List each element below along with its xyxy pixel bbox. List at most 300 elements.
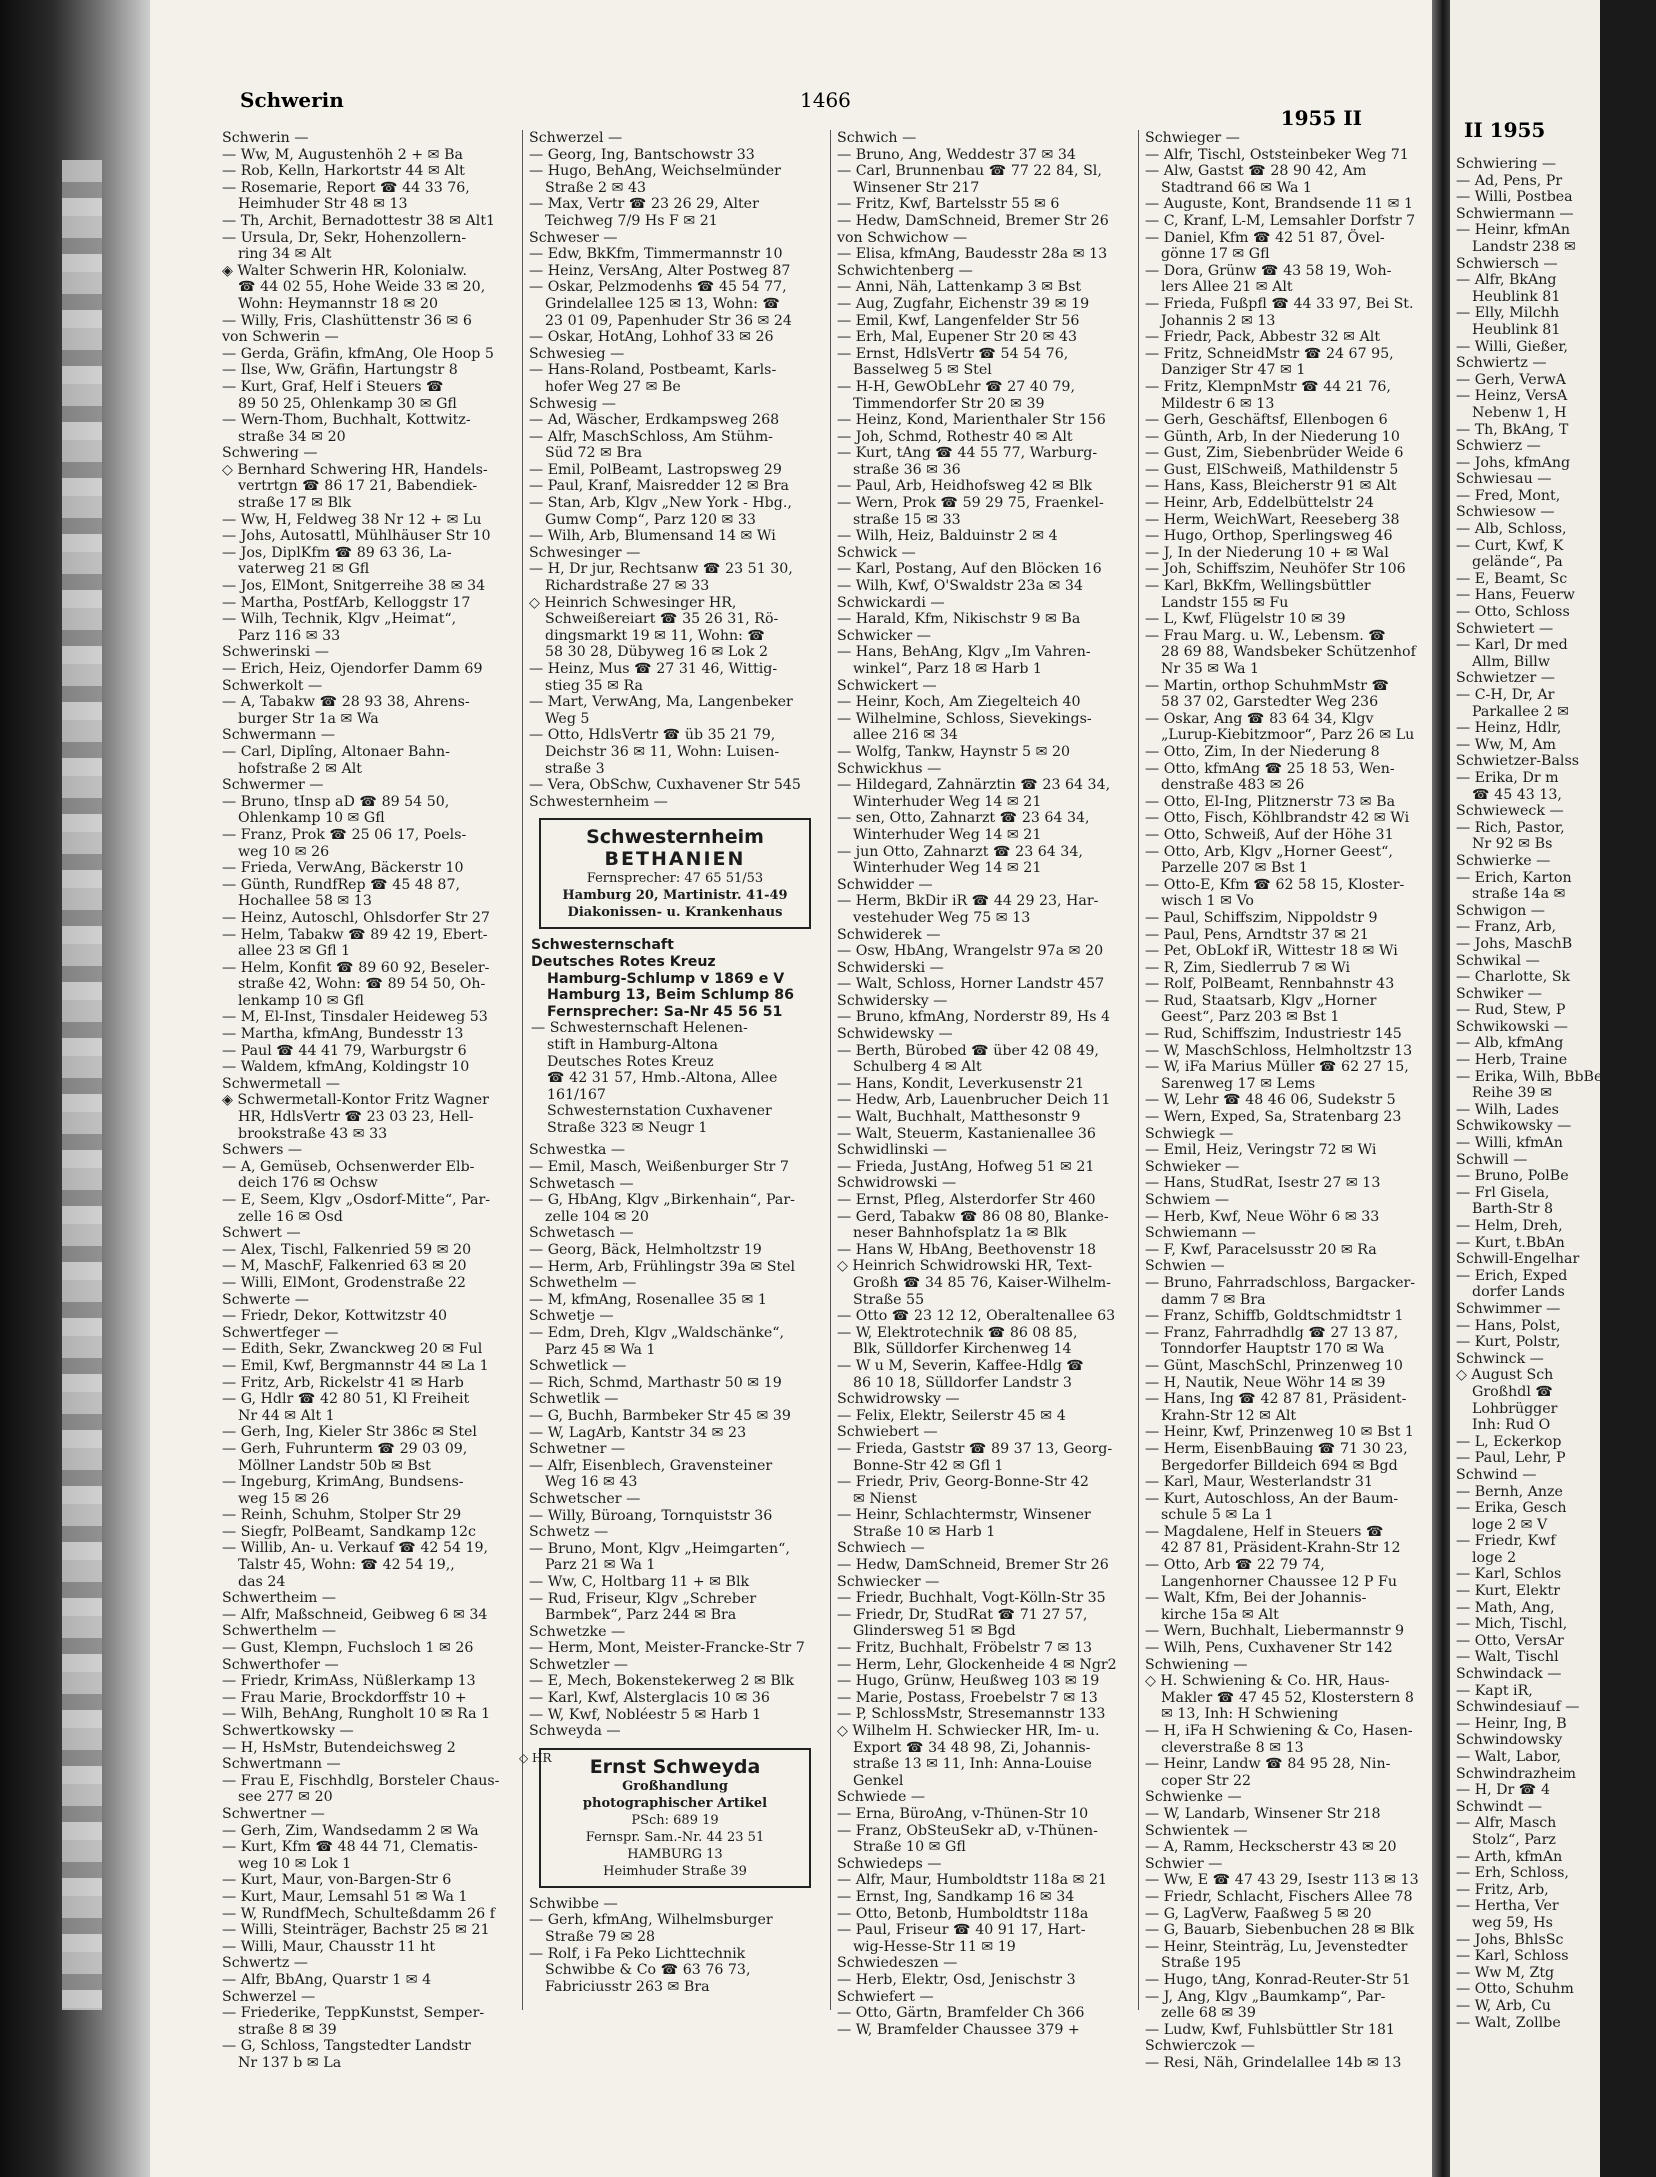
list-item: weg 15 ✉ 26	[238, 1490, 330, 1507]
list-item: Schwikowski —	[1456, 1018, 1568, 1035]
list-item: — W, Arb, Cu	[1456, 1997, 1551, 2014]
column-2	[519, 130, 821, 2010]
list-item: — Martha, kfmAng, Bundesstr 13	[222, 1026, 464, 1043]
column-1	[222, 130, 514, 2071]
list-item: — Otto, Gärtn, Bramfelder Ch 366	[837, 2005, 1085, 2022]
ad-schweyda-line2: photographischer Artikel	[582, 1795, 768, 1811]
list-item: — Wolfg, Tankw, Haynstr 5 ✉ 20	[837, 743, 1071, 760]
list-item: Schwienke —	[1145, 1789, 1242, 1806]
list-item: — Kapt iR,	[1456, 1682, 1533, 1699]
list-item: — Schwesternschaft Helenen-	[531, 1020, 748, 1037]
list-item: gelände“, Pa	[1472, 554, 1563, 571]
list-item: — Hedw, DamSchneid, Bremer Str 26	[837, 212, 1109, 229]
list-item: — Heinz, VersAng, Alter Postweg 87	[529, 262, 791, 279]
list-item: ◇ Heinrich Schwidrowski HR, Text-	[837, 1258, 1093, 1275]
list-item: Großh ☎ 34 85 76, Kaiser-Wilhelm-	[853, 1274, 1111, 1291]
list-item: Danziger Str 47 ✉ 1	[1161, 362, 1306, 379]
list-item: Wohn: Heymannstr 18 ✉ 20	[238, 295, 438, 312]
list-item: — Otto, Zim, In der Niederung 8	[1145, 743, 1380, 760]
list-item: — Fritz, Arb,	[1456, 1881, 1549, 1898]
list-item: — Math, Ang,	[1456, 1599, 1555, 1616]
list-item: — Rolf, PolBeamt, Rennbahnstr 43	[1145, 976, 1395, 993]
list-item: — Friederike, TeppKunstst, Semper-	[222, 2005, 485, 2022]
list-item: 23 01 09, Papenhuder Str 36 ✉ 24	[545, 312, 792, 329]
list-item: — Daniel, Kfm ☎ 42 51 87, Övel-	[1145, 229, 1385, 246]
ad-schweyda-title: Ernst Schweyda	[589, 1755, 761, 1778]
list-item: 161/167	[547, 1086, 606, 1103]
list-item: 28 69 88, Wandsbeker Schützenhof	[1161, 644, 1416, 661]
list-item: — jun Otto, Zahnarzt ☎ 23 64 34,	[837, 843, 1083, 860]
list-item: Blk, Sülldorfer Kirchenweg 14	[853, 1341, 1072, 1358]
list-item: Nr 92 ✉ Bs	[1472, 836, 1553, 853]
list-item: Straße 195	[1161, 1955, 1242, 1972]
list-item: — Frieda, Gaststr ☎ 89 37 13, Georg-	[837, 1440, 1113, 1457]
list-item: — Walt, Buchhalt, Matthesonstr 9	[837, 1109, 1081, 1126]
list-item: Timmendorfer Str 20 ✉ 39	[853, 395, 1045, 412]
list-item: — Wern, Exped, Sa, Stratenbarg 23	[1145, 1109, 1402, 1126]
list-item: — Rud, Staatsarb, Klgv „Horner	[1145, 992, 1377, 1009]
list-item: — Edith, Sekr, Zwanckweg 20 ✉ Ful	[222, 1341, 483, 1358]
list-item: — Fritz, SchneidMstr ☎ 24 67 95,	[1145, 345, 1394, 362]
list-item: Genkel	[853, 1772, 904, 1789]
list-item: wig-Hesse-Str 11 ✉ 19	[853, 1938, 1016, 1955]
list-item: Schwierz —	[1456, 438, 1541, 455]
list-item: hofstraße 2 ✉ Alt	[238, 760, 362, 777]
list-item: — Osw, HbAng, Wrangelstr 97a ✉ 20	[837, 943, 1104, 960]
list-item: — Kurt, Maur, von-Bargen-Str 6	[222, 1872, 452, 1889]
list-item: — Paul, Pens, Arndtstr 37 ✉ 21	[1145, 926, 1369, 943]
list-item: — Heinz, Kond, Marienthaler Str 156	[837, 412, 1106, 429]
ad-schweyda-line5: HAMBURG 13	[627, 1846, 723, 1862]
list-item: — Helm, Konfit ☎ 89 60 92, Beseler-	[222, 959, 490, 976]
list-item: Talstr 45, Wohn: ☎ 42 54 19,,	[238, 1557, 455, 1574]
list-item: — Ursula, Dr, Sekr, Hohenzollern-	[222, 229, 467, 246]
list-item: Schwiker —	[1456, 985, 1542, 1002]
list-item: gönne 17 ✉ Gfl	[1161, 246, 1270, 263]
list-item: ◇ H. Schwiening & Co. HR, Haus-	[1145, 1673, 1390, 1690]
list-item: Landstr 238 ✉	[1472, 238, 1576, 255]
list-item: straße 13 ✉ 11, Inh: Anna-Louise	[853, 1756, 1092, 1773]
list-item: — Jos, ElMont, Snitgerreihe 38 ✉ 34	[222, 578, 486, 595]
list-item: — Willi, Steinträger, Bachstr 25 ✉ 21	[222, 1922, 490, 1939]
list-item: — Ww, M, Am	[1456, 736, 1557, 753]
list-item: — Johs, BhlsSc	[1456, 1931, 1564, 1948]
list-item: — Wern, Buchhalt, Liebermannstr 9	[1145, 1623, 1405, 1640]
list-item: — Erna, BüroAng, v-Thünen-Str 10	[837, 1805, 1089, 1822]
list-item: — Anni, Näh, Lattenkamp 3 ✉ Bst	[837, 279, 1082, 296]
list-item: — Wilh, Lades	[1456, 1101, 1559, 1118]
list-item: — Herm, Arb, Frühlingstr 39a ✉ Stel	[529, 1258, 796, 1275]
list-item: Schwerzel —	[222, 1988, 316, 2005]
list-item: — Gerh, VerwA	[1456, 371, 1566, 388]
list-item: — Elly, Milchh	[1456, 305, 1560, 322]
list-item: — Willi, Gießer,	[1456, 338, 1569, 355]
list-item: — Walt, Kfm, Bei der Johannis-	[1145, 1590, 1367, 1607]
list-item: — Waldem, kfmAng, Koldingstr 10	[222, 1059, 470, 1076]
list-item: lers Allee 21 ✉ Alt	[1161, 279, 1293, 296]
list-item: — Friedr, KrimAss, Nüßlerkamp 13	[222, 1673, 476, 1690]
list-item: ◈ Walter Schwerin HR, Kolonialw.	[222, 262, 468, 279]
list-item: — Günth, Arb, In der Niederung 10	[1145, 428, 1400, 445]
list-item: — Ad, Pens, Pr	[1456, 172, 1563, 189]
list-item: — Heinz, Autoschl, Ohlsdorfer Str 27	[222, 909, 490, 926]
list-item: — Gerda, Gräfin, kfmAng, Ole Hoop 5	[222, 345, 494, 362]
list-item: Schwiem —	[1145, 1192, 1230, 1208]
list-item: — Otto, VersAr	[1456, 1632, 1564, 1649]
list-item: Heublink 81	[1472, 321, 1561, 338]
list-item: — Emil, Kwf, Bergmannstr 44 ✉ La 1	[222, 1357, 489, 1374]
list-item: straße 15 ✉ 33	[853, 511, 961, 528]
list-item: — Bernh, Anze	[1456, 1483, 1563, 1500]
list-item: — Karl, Maur, Westerlandstr 31	[1145, 1474, 1373, 1491]
list-item: ☎ 42 31 57, Hmb.-Altona, Allee	[547, 1070, 778, 1087]
list-item: — Auguste, Kont, Brandsende 11 ✉ 1	[1145, 196, 1413, 213]
list-item: — Hans W, HbAng, Beethovenstr 18	[837, 1241, 1096, 1258]
list-item: — A, Ramm, Heckscherstr 43 ✉ 20	[1145, 1839, 1397, 1856]
ad-schweyda-tag: ◇ HR	[519, 1750, 552, 1765]
book-binding-edge	[0, 0, 150, 2177]
list-item: — Alb, Schloss,	[1456, 521, 1567, 538]
list-item: Krahn-Str 12 ✉ Alt	[1161, 1407, 1297, 1424]
list-item: 86 10 18, Sülldorfer Landstr 3	[853, 1374, 1072, 1391]
column-4-entries	[1145, 130, 1437, 2071]
list-item: ◇ Wilhelm H. Schwiecker HR, Im- u.	[837, 1723, 1100, 1739]
list-item: — W u M, Severin, Kaffee-Hdlg ☎	[837, 1357, 1084, 1374]
list-item: — Karl, Schloss	[1456, 1948, 1569, 1965]
list-item: Geest“, Parz 203 ✉ Bst 1	[1161, 1009, 1340, 1026]
list-item: — Bruno, Mont, Klgv „Heimgarten“,	[529, 1540, 790, 1557]
list-item: Schwickhus —	[837, 760, 942, 777]
list-item: — Walt, Zollbe	[1456, 2014, 1561, 2031]
list-item: Schwerinski —	[222, 644, 329, 661]
list-item: — Karl, BkKfm, Wellingsbüttler	[1145, 578, 1371, 595]
list-item: Schwiersch —	[1456, 255, 1558, 272]
list-item: Großhdl ☎	[1472, 1383, 1554, 1400]
list-item: Lohbrügger	[1472, 1400, 1558, 1417]
list-item: — Herm, EisenbBauing ☎ 71 30 23,	[1145, 1440, 1408, 1457]
list-item: Winterhuder Weg 14 ✉ 21	[853, 826, 1042, 843]
list-item: Schwerthelm —	[222, 1623, 337, 1640]
column-4	[1138, 130, 1437, 2071]
list-item: — Herb, Traine	[1456, 1052, 1568, 1069]
list-item: — Willib, An- u. Verkauf ☎ 42 54 19,	[222, 1540, 489, 1557]
book-spine	[62, 160, 102, 2010]
list-item: — Karl, Kwf, Alsterglacis 10 ✉ 36	[529, 1690, 770, 1707]
list-item: Grindelallee 125 ✉ 13, Wohn: ☎	[545, 295, 781, 312]
list-item: Parz 45 ✉ Wa 1	[545, 1341, 656, 1358]
list-item: Schwerthofer —	[222, 1656, 339, 1673]
list-item: — Günt, MaschSchl, Prinzenweg 10	[1145, 1357, 1403, 1374]
list-item: — Otto, Schuhm	[1456, 1981, 1574, 1998]
list-item: — P, SchlossMstr, Stresemannstr 133	[837, 1706, 1106, 1723]
list-item: — Otto, Schweiß, Auf der Höhe 31	[1145, 826, 1394, 843]
list-item: — Walt, Schloss, Horner Landstr 457	[837, 976, 1105, 993]
list-item: — Rud, Friseur, Klgv „Schreber	[529, 1590, 757, 1607]
list-item: — Ww M, Ztg	[1456, 1964, 1555, 1981]
list-item: Stadtrand 66 ✉ Wa 1	[1161, 179, 1312, 196]
list-item: Schwidewsky —	[837, 1026, 953, 1043]
list-item: — Wilh, Heiz, Balduinstr 2 ✉ 4	[837, 528, 1058, 545]
list-item: — Marie, Postass, Froebelstr 7 ✉ 13	[837, 1689, 1098, 1706]
list-item: — Frieda, JustAng, Hofweg 51 ✉ 21	[837, 1158, 1095, 1175]
list-item: — Wern, Prok ☎ 59 29 75, Fraenkel-	[837, 495, 1104, 512]
list-item: Schwetscher —	[529, 1490, 641, 1507]
list-item: Schwesternschaft	[531, 937, 674, 954]
list-item: Parkallee 2 ✉	[1472, 703, 1570, 720]
list-item: — Mich, Tischl,	[1456, 1616, 1568, 1633]
list-item: — Frau Marie, Brockdorffstr 10 +	[222, 1689, 467, 1706]
list-item: — Pet, ObLokf iR, Wittestr 18 ✉ Wi	[1145, 943, 1398, 960]
list-item: Schwickert —	[837, 677, 937, 694]
list-item: Schwieger —	[1145, 130, 1240, 146]
list-item: — Heinr, Landw ☎ 84 95 28, Nin-	[1145, 1756, 1391, 1773]
list-item: — Erich, Karton	[1456, 869, 1572, 886]
list-item: Schwiedeps —	[837, 1855, 942, 1872]
column-3-entries	[837, 130, 1129, 2038]
list-item: Schwetner —	[529, 1441, 626, 1458]
list-item: allee 216 ✉ 34	[853, 727, 958, 744]
list-item: — Heinr, Koch, Am Ziegelteich 40	[837, 694, 1081, 711]
list-item: weg 10 ✉ Lok 1	[238, 1855, 352, 1872]
page-header	[240, 88, 1362, 128]
list-item: Schwesieg —	[529, 345, 625, 362]
list-item: Export ☎ 34 48 98, Zi, Johannis-	[853, 1739, 1091, 1756]
list-item: — Frau Marg. u. W., Lebensm. ☎	[1145, 627, 1386, 644]
list-item: ◈ Schwermetall-Kontor Fritz Wagner	[222, 1092, 489, 1109]
list-item: Schwieker —	[1145, 1158, 1240, 1175]
list-item: — Gust, Zim, Siebenbrüder Weide 6	[1145, 445, 1404, 462]
list-item: — Georg, Bäck, Helmholtzstr 19	[529, 1242, 762, 1259]
list-item: — W, iFa Marius Müller ☎ 62 27 15,	[1145, 1059, 1409, 1076]
list-item: Schwerzel —	[529, 130, 623, 146]
list-item: — Friedr, Priv, Georg-Bonne-Str 42	[837, 1474, 1089, 1491]
list-item: Schwidrowsky —	[837, 1391, 960, 1408]
list-item: — Gerh, Zim, Wandsedamm 2 ✉ Wa	[222, 1822, 479, 1839]
list-item: — Ludw, Kwf, Fuhlsbüttler Str 181	[1145, 2021, 1395, 2038]
list-item: — Fritz, Arb, Rickelstr 41 ✉ Harb	[222, 1374, 464, 1391]
list-item: Schwinck —	[1456, 1350, 1544, 1367]
list-item: — Heinr, Steinträg, Lu, Jevenstedter	[1145, 1938, 1408, 1955]
list-item: — Kurt, tAng ☎ 44 55 77, Warburg-	[837, 445, 1098, 462]
list-item: — G, Buchh, Barmbeker Str 45 ✉ 39	[529, 1407, 791, 1424]
next-page-column	[1456, 156, 1656, 2031]
list-item: Schwibbe —	[529, 1895, 618, 1912]
list-item: Schwetlick —	[529, 1358, 627, 1375]
list-item: — Carl, Diplîng, Altonaer Bahn-	[222, 743, 450, 760]
list-item: Schwetasch —	[529, 1175, 634, 1192]
list-item: — Franz, ObSteuSekr aD, v-Thünen-	[837, 1822, 1098, 1839]
list-item: — M, El-Inst, Tinsdaler Heideweg 53	[222, 1009, 488, 1026]
list-item: — Heinz, Hdlr,	[1456, 720, 1562, 737]
list-item: — Curt, Kwf, K	[1456, 537, 1564, 554]
list-item: — Franz, Arb,	[1456, 919, 1557, 936]
list-item: — F, Kwf, Paracelsusstr 20 ✉ Ra	[1145, 1241, 1377, 1258]
list-item: — Bruno, Fahrradschloss, Bargacker-	[1145, 1274, 1416, 1291]
list-item: Schwerkolt —	[222, 677, 323, 694]
list-item: Straße 79 ✉ 28	[545, 1929, 656, 1946]
list-item: — Ernst, HdlsVertr ☎ 54 54 76,	[837, 345, 1069, 362]
list-item: — Erika, Wilh, BbBea	[1456, 1068, 1611, 1085]
list-item: — Rud, Schiffszim, Industriestr 145	[1145, 1026, 1402, 1043]
list-item: — L, Eckerkop	[1456, 1433, 1562, 1450]
list-item: cleverstraße 8 ✉ 13	[1161, 1739, 1304, 1756]
list-item: — Felix, Elektr, Seilerstr 45 ✉ 4	[837, 1407, 1066, 1424]
list-item: — Willy, Büroang, Tornquiststr 36	[529, 1507, 773, 1524]
list-item: weg 59, Hs	[1472, 1914, 1553, 1931]
list-item: — H-H, GewObLehr ☎ 27 40 79,	[837, 378, 1075, 395]
list-item: stift in Hamburg-Altona	[547, 1036, 718, 1053]
list-item: Schwermann —	[222, 727, 336, 744]
column-2-entries-b	[529, 1142, 821, 1739]
next-page-edge	[1450, 0, 1611, 2177]
list-item: Schwidlinski —	[837, 1142, 947, 1159]
list-item: Parz 21 ✉ Wa 1	[545, 1557, 656, 1574]
list-item: — Otto ☎ 23 12 12, Oberaltenallee 63	[837, 1308, 1116, 1325]
list-item: — Alfr, Tischl, Oststeinbeker Weg 71	[1145, 146, 1409, 163]
list-item: zelle 68 ✉ 39	[1161, 2005, 1256, 2022]
list-item: — Alfr, BbAng, Quarstr 1 ✉ 4	[222, 1971, 432, 1988]
list-item: — Martha, PostfArb, Kelloggstr 17	[222, 594, 471, 611]
list-item: — Friedr, Pack, Abbestr 32 ✉ Alt	[1145, 329, 1381, 346]
list-item: — Fritz, Buchhalt, Fröbelstr 7 ✉ 13	[837, 1640, 1093, 1657]
directory-page	[150, 0, 1432, 2177]
list-item: hofer Weg 27 ✉ Be	[545, 378, 681, 395]
list-item: — Wilh, Pens, Cuxhavener Str 142	[1145, 1640, 1393, 1657]
list-item: Schwiedeszen —	[837, 1955, 958, 1972]
list-item: — Hedw, Arb, Lauenbrucher Deich 11	[837, 1092, 1111, 1109]
list-item: — Gust, ElSchweiß, Mathildenstr 5	[1145, 461, 1399, 478]
list-item: — Ww, E ☎ 47 43 29, Isestr 113 ✉ 13	[1145, 1872, 1419, 1889]
list-item: — W, Landarb, Winsener Str 218	[1145, 1805, 1381, 1822]
list-item: — Rud, Stew, P	[1456, 1002, 1566, 1019]
list-item: — Wilh, Kwf, O'Swaldstr 23a ✉ 34	[837, 578, 1083, 595]
list-item: Möllner Landstr 50b ✉ Bst	[238, 1457, 431, 1474]
list-item: Schwiede —	[837, 1789, 926, 1806]
list-item: — M, kfmAng, Rosenallee 35 ✉ 1	[529, 1291, 767, 1308]
list-item: — Herb, Elektr, Osd, Jenischstr 3	[837, 1971, 1076, 1988]
list-item: Winsener Str 217	[853, 179, 980, 196]
list-item: Schwestka —	[529, 1142, 626, 1159]
list-item: kirche 15a ✉ Alt	[1161, 1606, 1279, 1623]
list-item: Schwindesiauf —	[1456, 1699, 1580, 1716]
list-item: — Emil, PolBeamt, Lastropsweg 29	[529, 461, 782, 478]
list-item: — Hans-Roland, Postbeamt, Karls-	[529, 362, 777, 379]
list-item: — W, RundfMech, Schulteßdamm 26 f	[222, 1905, 495, 1922]
list-item: Winterhuder Weg 14 ✉ 21	[853, 860, 1042, 877]
list-item: — Hugo, BehAng, Weichselmünder	[529, 163, 781, 180]
list-item: — Ilse, Ww, Gräfin, Hartungstr 8	[222, 362, 458, 379]
list-item: Teichweg 7/9 Hs F ✉ 21	[545, 212, 718, 229]
list-item: — Ad, Wäscher, Erdkampsweg 268	[529, 412, 780, 429]
list-item: — Hildegard, Zahnärztin ☎ 23 64 34,	[837, 777, 1111, 794]
list-item: Schwill-Engelhar	[1456, 1251, 1580, 1268]
list-item: Schwiebert —	[837, 1424, 938, 1441]
next-page-header: II 1955	[1464, 118, 1546, 142]
list-item: — Kurt, t.BbAn	[1456, 1234, 1565, 1251]
list-item: Schwidersky —	[837, 992, 948, 1009]
list-item: Schwindack —	[1456, 1666, 1562, 1683]
list-item: — Kurt, Elektr	[1456, 1583, 1560, 1600]
list-item: — Emil, Masch, Weißenburger Str 7	[529, 1159, 789, 1176]
list-item: — Rob, Kelln, Harkortstr 44 ✉ Alt	[222, 163, 465, 180]
list-item: — Frieda, Fußpfl ☎ 44 33 97, Bei St.	[1145, 295, 1414, 312]
list-item: — Alfr, Eisenblech, Gravensteiner	[529, 1457, 773, 1474]
list-item: straße 17 ✉ Blk	[238, 495, 352, 512]
list-item: — Charlotte, Sk	[1456, 969, 1571, 986]
list-item: — Herm, Mont, Meister-Francke-Str 7	[529, 1640, 805, 1657]
list-item: vertrtgn ☎ 86 17 21, Babendiek-	[238, 478, 478, 495]
list-item: Allm, Billw	[1472, 653, 1550, 670]
list-item: — E, Beamt, Sc	[1456, 570, 1568, 587]
list-item: — Otto, Arb ☎ 22 79 74,	[1145, 1557, 1325, 1574]
list-item: — Erika, Dr m	[1456, 769, 1559, 786]
list-item: — Frl Gisela,	[1456, 1184, 1550, 1201]
list-item: — Johs, Autosattl, Mühlhäuser Str 10	[222, 528, 491, 545]
list-item: Schwiecker —	[837, 1573, 940, 1590]
list-item: — C-H, Dr, Ar	[1456, 687, 1555, 703]
list-item: — Willi, kfmAn	[1456, 1135, 1563, 1152]
list-item: see 277 ✉ 20	[238, 1789, 333, 1806]
list-item: Schwiegk —	[1145, 1125, 1234, 1142]
list-item: — Berth, Bürobed ☎ über 42 08 49,	[837, 1042, 1099, 1059]
ad-bethanien-title: Schwesternheim	[586, 826, 764, 849]
list-item: Bonne-Str 42 ✉ Gfl 1	[853, 1457, 1004, 1474]
list-item: — Rich, Pastor,	[1456, 819, 1565, 836]
list-item: — Hans, Feuerw	[1456, 587, 1575, 604]
list-item: — Paul, Arb, Heidhofsweg 42 ✉ Blk	[837, 478, 1093, 495]
list-item: — Hans, Polst,	[1456, 1317, 1561, 1334]
list-item: — G, LagVerw, Faaßweg 5 ✉ 20	[1145, 1905, 1372, 1922]
list-item: Deutsches Rotes Kreuz	[531, 953, 716, 970]
list-item: — Hans, StudRat, Isestr 27 ✉ 13	[1145, 1175, 1381, 1192]
list-item: — Th, Archit, Bernadottestr 38 ✉ Alt1	[222, 212, 496, 229]
ad-bethanien-note: Diakonissen- u. Krankenhaus	[567, 905, 783, 921]
list-item: Ohlenkamp 10 ✉ Gfl	[238, 810, 385, 827]
list-item: — Gerh, kfmAng, Wilhelmsburger	[529, 1912, 773, 1929]
list-item: — Gerh, Fuhrunterm ☎ 29 03 09,	[222, 1440, 468, 1457]
list-item: — Carl, Brunnenbau ☎ 77 22 84, Sl,	[837, 163, 1102, 180]
list-item: — Alb, kfmAng	[1456, 1035, 1564, 1052]
list-item: — Oskar, Ang ☎ 83 64 34, Klgv	[1145, 710, 1374, 727]
list-item: Schwichtenberg —	[837, 262, 973, 279]
list-item: — Alfr, MaschSchloss, Am Stühm-	[529, 428, 773, 445]
list-item: Schweyda —	[529, 1723, 621, 1740]
list-item: Reihe 39 ✉	[1472, 1085, 1553, 1102]
list-item: — A, Gemüseb, Ochsenwerder Elb-	[222, 1158, 475, 1175]
list-item: — Frieda, VerwAng, Bäckerstr 10	[222, 860, 464, 877]
list-item: Stolz“, Parz	[1472, 1831, 1556, 1848]
list-item: — Franz, Prok ☎ 25 06 17, Poels-	[222, 826, 467, 843]
list-item: — Fritz, KlempnMstr ☎ 44 21 76,	[1145, 378, 1391, 395]
list-item: — Alex, Tischl, Falkenried 59 ✉ 20	[222, 1241, 472, 1258]
list-item: — Edm, Dreh, Klgv „Waldschänke“,	[529, 1325, 785, 1341]
list-item: 42 87 81, Präsident-Krahn-Str 12	[1161, 1540, 1401, 1557]
list-item: Tonndorfer Hauptstr 170 ✉ Wa	[1161, 1341, 1385, 1358]
ad-bethanien	[539, 818, 811, 929]
list-item: — Alfr, BkAng	[1456, 272, 1557, 289]
list-item: Schwikowsky —	[1456, 1118, 1572, 1135]
column-2-entries-c	[529, 1896, 821, 1996]
list-item: — Erika, Gesch	[1456, 1500, 1567, 1517]
list-item: Schwietert —	[1456, 620, 1554, 637]
list-item: Schwiemann —	[1145, 1225, 1256, 1242]
list-item: — Alw, Gastst ☎ 28 90 42, Am	[1145, 163, 1367, 180]
list-item: — Alfr, Maur, Humboldtstr 118a ✉ 21	[837, 1872, 1108, 1889]
list-item: — Max, Vertr ☎ 23 26 29, Alter	[529, 196, 759, 213]
list-item: — Herb, Kwf, Neue Wöhr 6 ✉ 33	[1145, 1208, 1380, 1225]
list-item: stieg 35 ✉ Ra	[545, 677, 643, 694]
list-item: — Franz, Fahrradhdlg ☎ 27 13 87,	[1145, 1324, 1399, 1341]
